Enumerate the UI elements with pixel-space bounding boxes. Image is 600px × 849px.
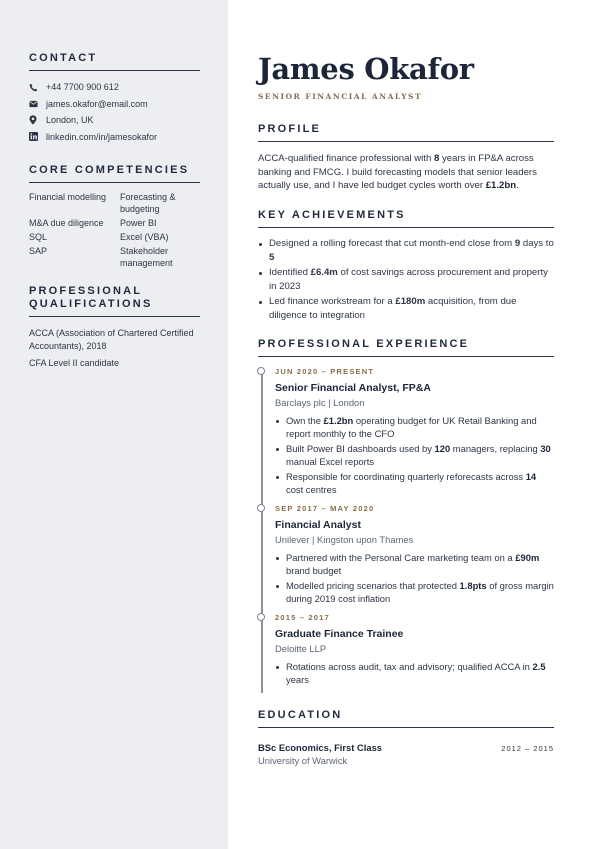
achievements-list <box>258 237 554 323</box>
job-bullets <box>275 660 554 687</box>
competencies-section <box>29 164 200 269</box>
job-entry <box>275 504 554 606</box>
job-dates: 2015 – 2017 <box>275 612 330 622</box>
job-org: Deloitte LLP <box>275 642 327 654</box>
job-bullet: Modelled pricing scenarios that protected 1.8pts of gross margin during 2019 cost inflation <box>275 579 554 606</box>
job-bullets <box>275 414 554 497</box>
education-section <box>258 709 554 766</box>
job-title-subtitle: SENIOR FINANCIAL ANALYST <box>258 92 423 101</box>
competencies-heading: CORE COMPETENCIES <box>29 164 200 183</box>
competency-item: Power BI <box>120 218 157 228</box>
contact-location <box>29 112 200 129</box>
location-pin-icon <box>29 115 46 125</box>
contact-location-text: London, UK <box>46 115 94 126</box>
competency-item: Stakeholder management <box>120 246 173 268</box>
sidebar <box>0 0 228 849</box>
qualifications-heading-line2: QUALIFICATIONS <box>29 298 153 310</box>
timeline-line <box>261 373 263 693</box>
achievement-item: Designed a rolling forecast that cut month-end close from 9 days to 5 <box>258 237 554 265</box>
education-degree: BSc Economics, First Class <box>258 741 383 753</box>
phone-icon <box>29 83 46 92</box>
contact-email-text[interactable]: james.okafor@email.com <box>46 98 148 109</box>
qualifications-list <box>29 327 200 370</box>
timeline-dot <box>257 367 265 375</box>
contact-phone-text: +44 7700 900 612 <box>46 82 119 93</box>
job-bullet: Rotations across audit, tax and advisory; qualified ACCA in 2.5 years <box>275 660 554 687</box>
achievement-item: Identified £6.4m of cost savings across procurement and property in 2023 <box>258 266 554 294</box>
contact-section <box>29 52 200 145</box>
experience-timeline <box>258 367 554 687</box>
job-bullet: Built Power BI dashboards used by 120 managers, replacing 30 manual Excel reports <box>275 442 554 469</box>
job-org: Unilever | Kingston upon Thames <box>275 533 414 545</box>
competency-item: Forecasting & budgeting <box>120 192 176 214</box>
candidate-name: James Okafor <box>258 52 474 86</box>
profile-section <box>258 123 554 193</box>
competencies-grid <box>29 191 200 269</box>
profile-heading: PROFILE <box>258 123 554 142</box>
contact-list <box>29 79 200 145</box>
achievement-item: Led finance workstream for a £180m acquisition, from due diligence to integration <box>258 295 554 323</box>
achievements-section <box>258 209 554 323</box>
job-title: Senior Financial Analyst, FP&A <box>275 381 431 394</box>
contact-linkedin[interactable] <box>29 129 200 146</box>
profile-text: ACCA-qualified finance professional with 8 years in FP&A across banking and FMCG. I build forecasting models that senior leaders actually use, and I have led budget cycles worth over £1.2bn. <box>258 153 537 191</box>
job-dates: SEP 2017 – MAY 2020 <box>275 503 375 513</box>
job-bullets <box>275 551 554 606</box>
qualifications-heading <box>29 285 200 317</box>
contact-email[interactable] <box>29 96 200 113</box>
linkedin-icon <box>29 132 46 141</box>
contact-phone <box>29 79 200 96</box>
job-bullet: Partnered with the Personal Care marketing team on a £90m brand budget <box>275 551 554 578</box>
contact-heading: CONTACT <box>29 52 200 71</box>
experience-section <box>258 338 554 687</box>
education-school: University of Warwick <box>258 754 348 766</box>
education-row <box>258 742 554 753</box>
job-dates: JUN 2020 – PRESENT <box>275 366 375 376</box>
job-entry <box>275 367 554 497</box>
competency-item: SQL <box>29 232 48 242</box>
email-icon <box>29 100 46 108</box>
job-org: Barclays plc | London <box>275 396 365 408</box>
qualification-item: ACCA (Association of Chartered Certified Accountants), 2018 <box>29 328 194 351</box>
qualification-item: CFA Level II candidate <box>29 358 120 368</box>
competency-item: M&A due diligence <box>29 218 104 228</box>
timeline-dot <box>257 504 265 512</box>
job-title: Graduate Finance Trainee <box>275 627 404 640</box>
education-years: 2012 – 2015 <box>501 743 554 753</box>
job-bullet: Responsible for coordinating quarterly reforecasts across 14 cost centres <box>275 470 554 497</box>
competency-item: SAP <box>29 246 48 256</box>
achievements-heading: KEY ACHIEVEMENTS <box>258 209 554 228</box>
education-heading: EDUCATION <box>258 709 554 728</box>
job-entry <box>275 613 554 687</box>
contact-linkedin-text[interactable]: linkedin.com/in/jamesokafor <box>46 131 158 142</box>
experience-heading: PROFESSIONAL EXPERIENCE <box>258 338 554 357</box>
qualifications-heading-line1: PROFESSIONAL <box>29 285 143 297</box>
job-bullet: Own the £1.2bn operating budget for UK Retail Banking and report monthly to the CFO <box>275 414 554 441</box>
competency-item: Financial modelling <box>29 192 107 202</box>
competency-item: Excel (VBA) <box>120 232 169 242</box>
job-title: Financial Analyst <box>275 518 361 531</box>
qualifications-section <box>29 285 200 370</box>
timeline-dot <box>257 613 265 621</box>
main-content <box>228 0 600 849</box>
